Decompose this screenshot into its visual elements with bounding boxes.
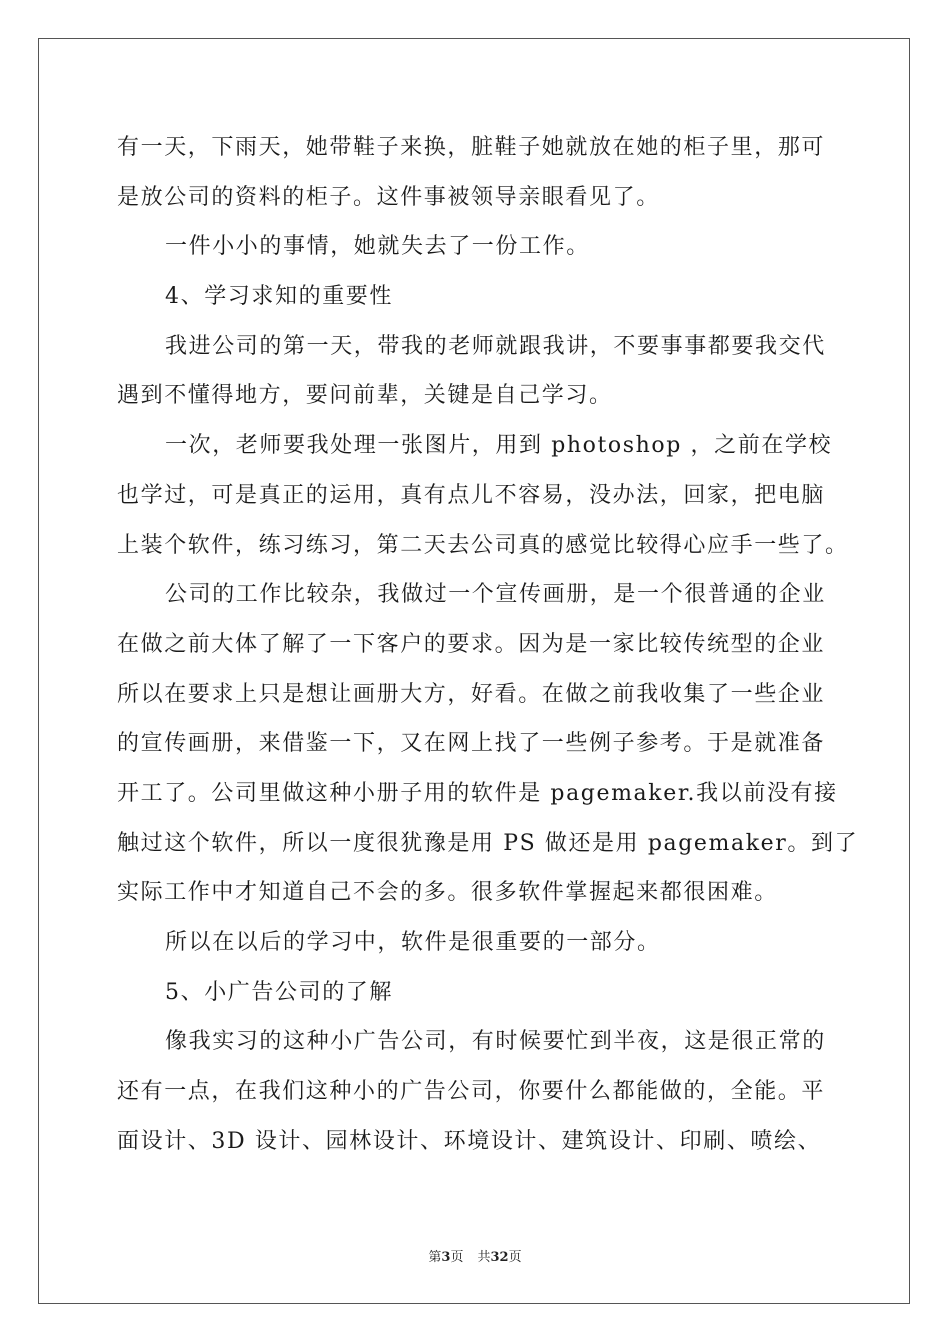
text-line: 开工了。公司里做这种小册子用的软件是 pagemaker.我以前没有接 <box>117 780 838 806</box>
text-line: 遇到不懂得地方，要问前辈，关键是自己学习。 <box>117 383 613 409</box>
text-line: 触过这个软件，所以一度很犹豫是用 PS 做还是用 pagemaker。到了 <box>117 830 859 856</box>
page-number: 3 <box>441 1250 451 1265</box>
text-line: 上装个软件，练习练习，第二天去公司真的感觉比较得心应手一些了。 <box>117 532 849 558</box>
text-line: 所以在以后的学习中，软件是很重要的一部分。 <box>165 930 661 955</box>
text-line: 像我实习的这种小广告公司，有时候要忙到半夜，这是很正常的 <box>165 1029 826 1055</box>
text-line: 一次，老师要我处理一张图片，用到 photoshop ，之前在学校 <box>165 433 833 459</box>
text-line: 在做之前大体了解了一下客户的要求。因为是一家比较传统型的企业 <box>117 631 826 657</box>
total-suffix: 页 <box>508 1250 522 1265</box>
section-heading: 4、学习求知的重要性 <box>165 284 393 310</box>
total-prefix: 共 <box>477 1250 491 1265</box>
text-line: 有一天，下雨天，她带鞋子来换，脏鞋子她就放在她的柜子里，那可 <box>117 135 826 160</box>
text-line: 公司的工作比较杂，我做过一个宣传画册，是一个很普通的企业 <box>165 582 826 608</box>
page-suffix: 页 <box>450 1250 464 1265</box>
text-line: 的宣传画册，来借鉴一下，又在网上找了一些例子参考。于是就准备 <box>117 731 826 757</box>
text-line: 也学过，可是真正的运用，真有点儿不容易，没办法，回家，把电脑 <box>117 482 826 508</box>
text-line: 面设计、3D 设计、园林设计、环境设计、建筑设计、印刷、喷绘、 <box>117 1128 822 1154</box>
page-prefix: 第 <box>428 1250 442 1265</box>
total-pages: 32 <box>490 1250 509 1265</box>
text-line: 是放公司的资料的柜子。这件事被领导亲眼看见了。 <box>117 184 660 210</box>
document-body <box>117 128 859 1171</box>
section-heading: 5、小广告公司的了解 <box>165 979 393 1005</box>
text-line: 所以在要求上只是想让画册大方，好看。在做之前我收集了一些企业 <box>117 681 826 707</box>
text-line: 我进公司的第一天，带我的老师就跟我讲，不要事事都要我交代 <box>165 333 826 359</box>
page-footer <box>0 1246 950 1265</box>
text-line: 一件小小的事情，她就失去了一份工作。 <box>165 234 590 260</box>
text-line: 还有一点，在我们这种小的广告公司，你要什么都能做的，全能。平 <box>117 1079 826 1105</box>
text-line: 实际工作中才知道自己不会的多。很多软件掌握起来都很困难。 <box>117 880 778 906</box>
